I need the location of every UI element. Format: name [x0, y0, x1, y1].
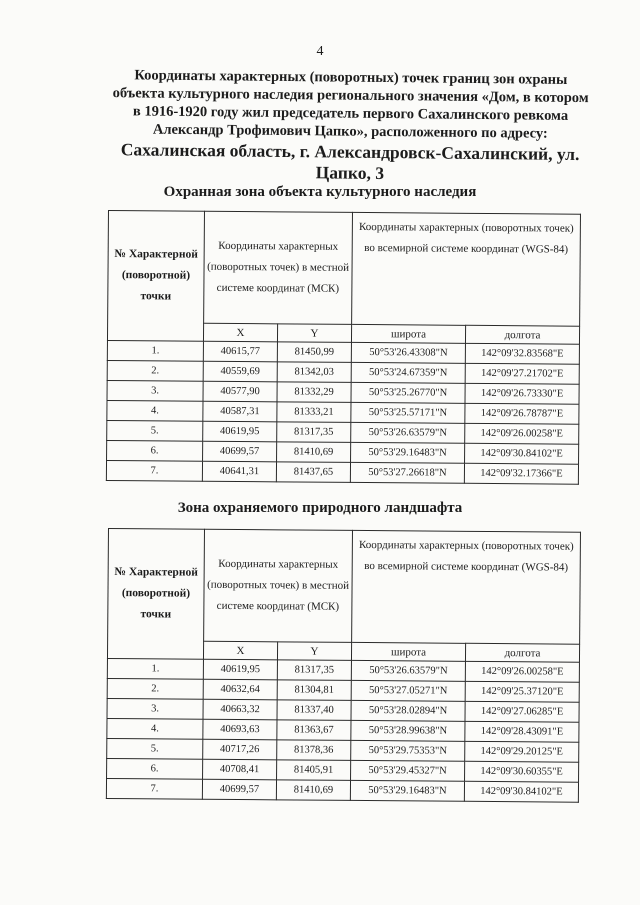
latitude-cell: 50°53'27.26618"N — [350, 462, 464, 483]
page-number: 4 — [316, 44, 324, 59]
latitude-cell: 50°53'28.99638"N — [351, 720, 465, 741]
header-wgs-coords: Координаты характерных (поворотных точек) во всемирной системе координат (WGS-84) — [352, 530, 581, 644]
x-coordinate-cell: 40699,57 — [202, 779, 276, 800]
latitude-cell: 50°53'28.02894"N — [351, 700, 465, 721]
table2-title: Зона охраняемого природного ландшафта — [177, 500, 463, 516]
longitude-cell: 142°09'32.83568"E — [465, 343, 579, 364]
point-number-cell: 4. — [107, 718, 203, 739]
longitude-cell: 142°09'26.73330"E — [465, 383, 579, 404]
latitude-cell: 50°53'25.26770"N — [351, 382, 465, 403]
header-lat: широта — [351, 642, 465, 661]
x-coordinate-cell: 40699,57 — [203, 441, 277, 462]
y-coordinate-cell: 81342,03 — [277, 362, 351, 383]
point-number-cell: 1. — [107, 658, 203, 679]
x-coordinate-cell: 40619,95 — [203, 659, 277, 680]
latitude-cell: 50°53'25.57171"N — [351, 402, 465, 423]
y-coordinate-cell: 81337,40 — [277, 700, 351, 721]
header-point-no: № Характерной (поворотной) точки — [107, 529, 204, 660]
x-coordinate-cell: 40693,63 — [203, 719, 277, 740]
x-coordinate-cell: 40615,77 — [203, 341, 277, 362]
x-coordinate-cell: 40559,69 — [203, 361, 277, 382]
x-coordinate-cell: 40641,31 — [202, 461, 276, 482]
latitude-cell: 50°53'26.63579"N — [351, 660, 465, 681]
longitude-cell: 142°09'30.84102"E — [464, 781, 578, 802]
point-number-cell: 6. — [107, 758, 203, 779]
document-heading — [95, 66, 606, 186]
latitude-cell: 50°53'26.43308"N — [351, 342, 465, 363]
table-row — [106, 460, 578, 484]
longitude-cell: 142°09'29.20125"E — [465, 741, 579, 762]
y-coordinate-cell: 81332,29 — [277, 382, 351, 403]
table1-title: Охранная зона объекта культурного наследия — [163, 184, 477, 200]
y-coordinate-cell: 81437,65 — [276, 462, 350, 483]
header-y: Y — [277, 324, 351, 343]
x-coordinate-cell: 40708,41 — [203, 759, 277, 780]
y-coordinate-cell: 81363,67 — [277, 720, 351, 741]
y-coordinate-cell: 81405,91 — [277, 760, 351, 781]
y-coordinate-cell: 81450,99 — [277, 342, 351, 363]
point-number-cell: 5. — [107, 420, 203, 441]
heading-line-1: Координаты характерных (поворотных) точек границ зон охраны — [134, 67, 568, 88]
longitude-cell: 142°09'30.84102"E — [465, 443, 579, 464]
longitude-cell: 142°09'26.00258"E — [465, 423, 579, 444]
heading-line-2: объекта культурного наследия регионального значения «Дом, в котором — [112, 85, 589, 107]
heading-line-4: Александр Трофимович Цапко», расположенного по адресу: — [152, 121, 548, 142]
point-number-cell: 3. — [107, 380, 203, 401]
point-number-cell: 7. — [106, 460, 202, 481]
longitude-cell: 142°09'26.00258"E — [465, 661, 579, 682]
header-wgs-coords: Координаты характерных (поворотных точек) во всемирной системе координат (WGS-84) — [352, 212, 581, 326]
point-number-cell: 6. — [107, 440, 203, 461]
heading-address: Сахалинская область, г. Александровск-Сахалинский, ул. Цапко, 3 — [120, 139, 580, 184]
longitude-cell: 142°09'25.37120"E — [465, 681, 579, 702]
y-coordinate-cell: 81317,35 — [277, 422, 351, 443]
latitude-cell: 50°53'27.05271"N — [351, 680, 465, 701]
point-number-cell: 2. — [107, 678, 203, 699]
table1 — [106, 210, 581, 485]
y-coordinate-cell: 81304,81 — [277, 680, 351, 701]
header-lon: долгота — [465, 643, 579, 662]
y-coordinate-cell: 81333,21 — [277, 402, 351, 423]
table2 — [106, 528, 581, 803]
table-row — [106, 778, 578, 802]
y-coordinate-cell: 81410,69 — [276, 780, 350, 801]
point-number-cell: 3. — [107, 698, 203, 719]
longitude-cell: 142°09'32.17366"E — [464, 463, 578, 484]
x-coordinate-cell: 40717,26 — [203, 739, 277, 760]
latitude-cell: 50°53'29.16483"N — [350, 780, 464, 801]
latitude-cell: 50°53'29.75353"N — [351, 740, 465, 761]
header-x: X — [203, 641, 277, 660]
point-number-cell: 4. — [107, 400, 203, 421]
x-coordinate-cell: 40577,90 — [203, 381, 277, 402]
point-number-cell: 5. — [107, 738, 203, 759]
longitude-cell: 142°09'30.60355"E — [465, 761, 579, 782]
longitude-cell: 142°09'27.06285"E — [465, 701, 579, 722]
header-x: X — [203, 323, 277, 342]
header-local-coords: Координаты характерных (поворотных точек) в местной системе координат (МСК) — [204, 529, 353, 642]
table1-body — [106, 340, 579, 484]
latitude-cell: 50°53'29.45327"N — [351, 760, 465, 781]
longitude-cell: 142°09'26.78787"E — [465, 403, 579, 424]
header-y: Y — [277, 642, 351, 661]
y-coordinate-cell: 81410,69 — [277, 442, 351, 463]
x-coordinate-cell: 40632,64 — [203, 679, 277, 700]
table2-body — [106, 658, 579, 802]
longitude-cell: 142°09'27.21702"E — [465, 363, 579, 384]
latitude-cell: 50°53'29.16483"N — [351, 442, 465, 463]
point-number-cell: 1. — [107, 340, 203, 361]
x-coordinate-cell: 40663,32 — [203, 699, 277, 720]
y-coordinate-cell: 81317,35 — [277, 660, 351, 681]
header-point-no: № Характерной (поворотной) точки — [107, 211, 204, 342]
header-lon: долгота — [465, 325, 579, 344]
header-local-coords: Координаты характерных (поворотных точек) в местной системе координат (МСК) — [204, 211, 353, 324]
header-lat: широта — [351, 324, 465, 343]
heading-line-3: в 1916-1920 году жил председатель первого Сахалинского ревкома — [132, 103, 569, 124]
x-coordinate-cell: 40587,31 — [203, 401, 277, 422]
longitude-cell: 142°09'28.43091"E — [465, 721, 579, 742]
latitude-cell: 50°53'26.63579"N — [351, 422, 465, 443]
point-number-cell: 2. — [107, 360, 203, 381]
x-coordinate-cell: 40619,95 — [203, 421, 277, 442]
point-number-cell: 7. — [106, 778, 202, 799]
latitude-cell: 50°53'24.67359"N — [351, 362, 465, 383]
y-coordinate-cell: 81378,36 — [277, 740, 351, 761]
